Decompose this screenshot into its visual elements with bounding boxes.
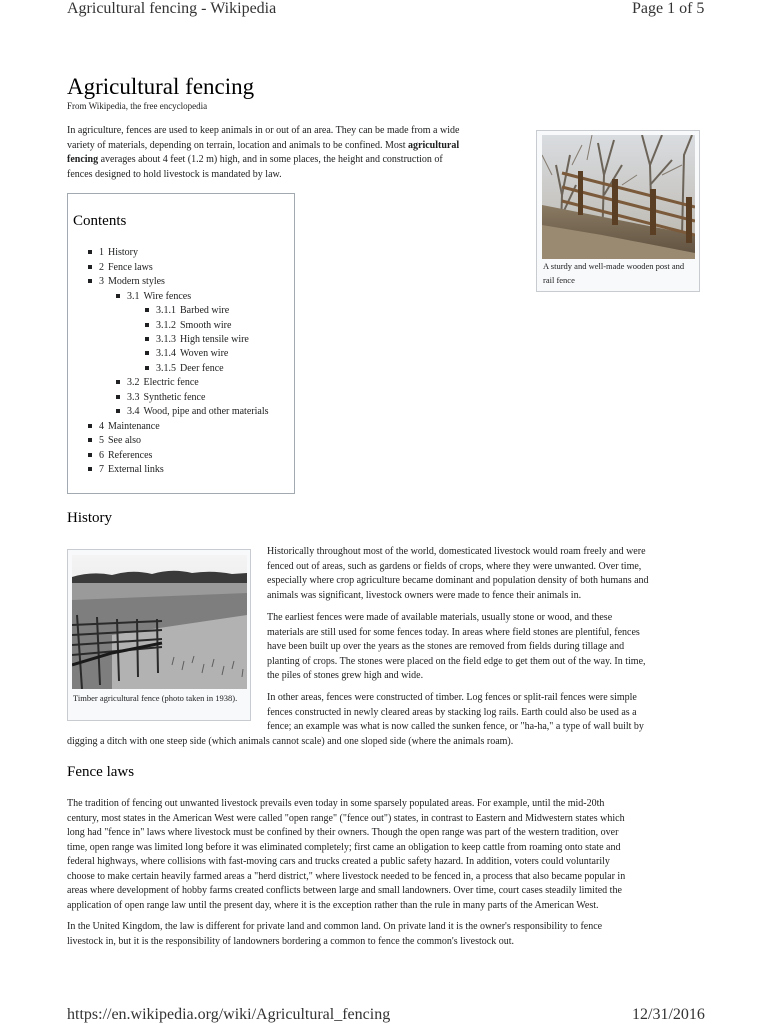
bullet-icon bbox=[116, 395, 120, 399]
intro-line-2: variety of materials, depending on terrain, location and animals to be confined. Most agricultural bbox=[67, 139, 460, 151]
bullet-icon bbox=[88, 265, 92, 269]
toc-item-fence-laws[interactable]: 2 Fence laws bbox=[88, 262, 153, 273]
toc-item-references[interactable]: 6 References bbox=[88, 450, 152, 461]
print-date: 12/31/2016 bbox=[632, 1006, 705, 1023]
fence-laws-paragraph-2: In the United Kingdom, the law is different for private land and common land. On private land it is the owner's responsibility to fence livestock in, but it is the responsibility of landowners bordering a common to fence the common's livestock out. bbox=[67, 921, 603, 947]
toc-item-woven-wire[interactable]: 3.1.4 Woven wire bbox=[145, 348, 228, 359]
history-paragraph-3-continued: digging a ditch with one steep side (which animals cannot scale) and one sloped side (where the animals roam). bbox=[67, 736, 514, 747]
toc-item-high-tensile-wire[interactable]: 3.1.3 High tensile wire bbox=[145, 334, 249, 345]
fence-laws-paragraph-1: The tradition of fencing out unwanted livestock prevails even today in some sparsely populated areas. For example, until the mid-20th century, most states in the American West were called "open range" ("fence out") states, in contrast to Eastern and Midwestern states which long had "fence in" laws where livestock must be confined by their owners. Though the open range was part of the western tradition, over time, open range was limited long before it was eliminated completely; first came an obligation to keep cattle from roaming onto state and federal highways, where collisions with fast-moving cars and trucks created a public safety hazard. In addition, voters could voluntarily choose to make certain heavily farmed areas a "herd district," where livestock needed to be fenced in, a process that also became popular in areas where development of hobby farms created conflicts between large and small landowners. Over time, court cases steadily limited the application of open range law until the present day, where it is the exception rather than the rule in many parts of the American West. bbox=[67, 798, 626, 911]
toc-item-deer-fence[interactable]: 3.1.5 Deer fence bbox=[145, 363, 224, 374]
timber-fence-image[interactable] bbox=[72, 555, 247, 689]
bullet-icon bbox=[88, 250, 92, 254]
history-heading: History bbox=[67, 510, 112, 526]
bullet-icon bbox=[145, 351, 149, 355]
bullet-icon bbox=[88, 424, 92, 428]
bullet-icon bbox=[145, 308, 149, 312]
intro-line-1: In agriculture, fences are used to keep animals in or out of an area. They can be made from a wide bbox=[67, 125, 460, 136]
page-indicator: Page 1 of 5 bbox=[632, 0, 705, 17]
figure-wooden-fence bbox=[536, 130, 700, 292]
toc-item-modern-styles[interactable]: 3 Modern styles bbox=[88, 276, 165, 287]
bullet-icon bbox=[116, 294, 120, 298]
toc-item-wire-fences[interactable]: 3.1 Wire fences bbox=[116, 291, 191, 302]
toc-item-synthetic-fence[interactable]: 3.3 Synthetic fence bbox=[116, 392, 205, 403]
figure-caption: A sturdy and well-made wooden post and rail fence bbox=[543, 261, 685, 285]
intro-paragraph bbox=[67, 124, 527, 182]
toc-item-smooth-wire[interactable]: 3.1.2 Smooth wire bbox=[145, 320, 231, 331]
toc-item-electric-fence[interactable]: 3.2 Electric fence bbox=[116, 377, 199, 388]
bullet-icon bbox=[145, 323, 149, 327]
intro-line-3: fencing averages about 4 feet (1.2 m) high, and in some places, the height and construction of bbox=[67, 154, 443, 165]
intro-bold-term: agricultural bbox=[408, 139, 460, 151]
bullet-icon bbox=[88, 453, 92, 457]
toc-item-see-also[interactable]: 5 See also bbox=[88, 435, 141, 446]
bullet-icon bbox=[145, 366, 149, 370]
toc-item-maintenance[interactable]: 4 Maintenance bbox=[88, 421, 160, 432]
tagline: From Wikipedia, the free encyclopedia bbox=[67, 101, 208, 111]
intro-bold-term-2: fencing bbox=[67, 154, 99, 165]
bullet-icon bbox=[88, 438, 92, 442]
page-title: Agricultural fencing bbox=[67, 74, 255, 99]
wooden-fence-image[interactable] bbox=[542, 135, 695, 259]
figure-timber-fence bbox=[67, 549, 251, 721]
table-of-contents bbox=[67, 193, 295, 494]
toc-item-external-links[interactable]: 7 External links bbox=[88, 464, 164, 475]
toc-item-barbed-wire[interactable]: 3.1.1 Barbed wire bbox=[145, 305, 229, 316]
page-url[interactable]: https://en.wikipedia.org/wiki/Agricultural_fencing bbox=[67, 1006, 391, 1023]
bullet-icon bbox=[116, 409, 120, 413]
history-paragraph-3: In other areas, fences were constructed of timber. Log fences or split-rail fences were simple fences constructed in newly cleared areas by stacking log rails. Earth could also be used as a fence; an example was what is now called the sunken fence, or "ha-ha," a type of wall built by bbox=[267, 692, 644, 732]
fence-laws-heading: Fence laws bbox=[67, 764, 135, 780]
toc-item-history[interactable]: 1 History bbox=[88, 247, 138, 258]
toc-title: Contents bbox=[73, 213, 127, 229]
history-paragraph-1: Historically throughout most of the world, domesticated livestock would roam freely and were fenced out of areas, such as gardens or fields of crops, where they were unwanted. Over time, especially where crop agriculture became dominant and population density of both humans and animals was significant, livestock owners were made to fence their animals in. bbox=[267, 546, 649, 601]
document-title: Agricultural fencing - Wikipedia bbox=[67, 0, 277, 17]
bullet-icon bbox=[88, 467, 92, 471]
figure-caption: Timber agricultural fence (photo taken in 1938). bbox=[73, 693, 238, 703]
intro-line-4: fences designed to hold livestock is mandated by law. bbox=[67, 168, 282, 180]
bullet-icon bbox=[88, 279, 92, 283]
bullet-icon bbox=[145, 337, 149, 341]
bullet-icon bbox=[116, 380, 120, 384]
toc-item-wood-pipe[interactable]: 3.4 Wood, pipe and other materials bbox=[116, 406, 269, 417]
history-paragraph-2: The earliest fences were made of available materials, usually stone or wood, and these materials are still used for some fences today. In areas where field stones are plentiful, fences have been built up over the years as the stones are removed from fields during tillage and planting of crops. The stones were placed on the field edge to get them out of the way. In time, the piles of stones grew high and wide. bbox=[267, 612, 646, 681]
